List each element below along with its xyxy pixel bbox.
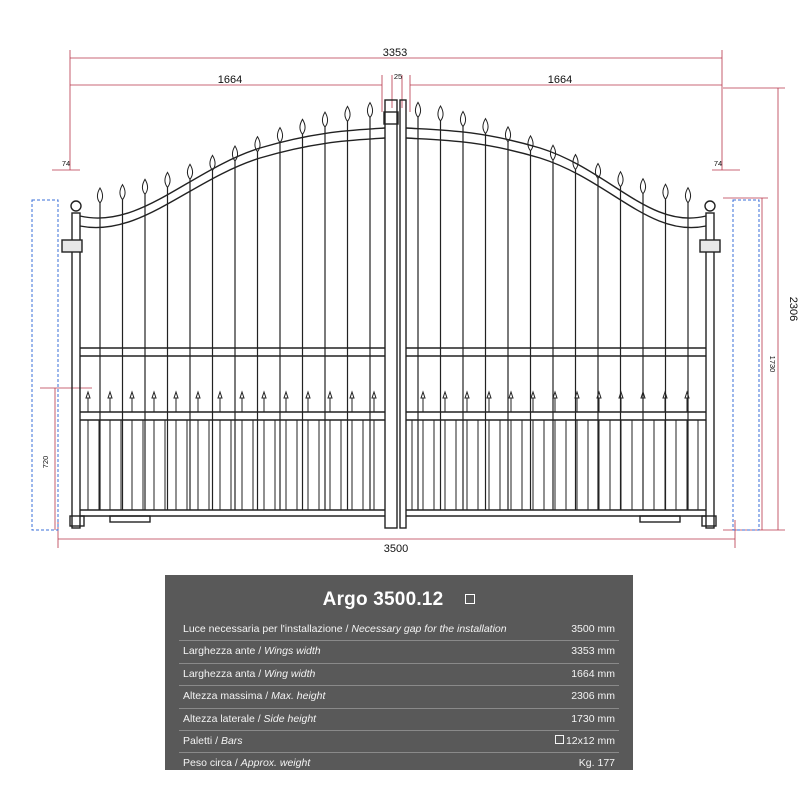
short-bar-finial: [196, 392, 200, 398]
short-bar-finial: [174, 392, 178, 398]
dim-center-gap: 25: [393, 72, 403, 81]
short-bar-finial: [240, 392, 244, 398]
short-bar-finial: [465, 392, 469, 398]
short-bar-finial: [262, 392, 266, 398]
spec-row: [179, 731, 619, 753]
square-icon: [465, 594, 475, 604]
spec-row-value: 12x12 mm: [555, 731, 615, 752]
spec-row-value: 1664 mm: [571, 667, 615, 680]
short-bar-finial: [152, 392, 156, 398]
spear-finial: [483, 119, 488, 134]
dim-max-height: 2306: [787, 296, 799, 322]
wall-posts: [32, 200, 759, 530]
short-bars: [86, 392, 698, 510]
spear-finial: [277, 128, 282, 143]
spec-panel: [165, 575, 633, 770]
spec-row: [179, 641, 619, 663]
dim-right-wing: 1664: [547, 74, 573, 86]
short-bar-finial: [108, 392, 112, 398]
short-bar-finial: [509, 392, 513, 398]
spear-finial: [618, 172, 623, 187]
spear-finial: [367, 103, 372, 118]
spear-finial: [210, 155, 215, 170]
spear-finial: [300, 119, 305, 134]
spec-row-label: Paletti / Bars: [183, 734, 243, 747]
dim-post-left: 74: [61, 159, 71, 168]
spear-finial: [460, 112, 465, 127]
short-bar-finial: [328, 392, 332, 398]
spec-table: [179, 619, 619, 775]
spear-finial: [97, 188, 102, 203]
spec-row-value: 1730 mm: [571, 712, 615, 725]
short-bar-finial: [130, 392, 134, 398]
spec-row-label: Larghezza ante / Wings width: [183, 645, 321, 658]
spec-title-text: Argo 3500.12: [322, 589, 444, 610]
short-bar-finial: [421, 392, 425, 398]
spec-row: [179, 619, 619, 641]
short-bar-finial: [306, 392, 310, 398]
spec-row-value: 2306 mm: [571, 690, 615, 703]
spear-finial: [187, 164, 192, 179]
spear-finial: [685, 188, 690, 203]
spear-finial: [640, 179, 645, 194]
spear-finial: [120, 185, 125, 200]
spear-finial: [232, 146, 237, 161]
spec-row: [179, 686, 619, 708]
spear-finial: [528, 136, 533, 151]
spec-row-label: Altezza laterale / Side height: [183, 712, 317, 725]
short-bar-finial: [350, 392, 354, 398]
short-bar-finial: [218, 392, 222, 398]
spec-row-value: 3500 mm: [571, 623, 615, 635]
spec-row-label: Larghezza anta / Wing width: [183, 667, 316, 680]
dim-total-width: 3353: [382, 47, 408, 59]
dim-gap-width: 3500: [383, 543, 409, 555]
spec-row-value: Kg. 177: [578, 757, 615, 770]
short-bar-finial: [487, 392, 491, 398]
spear-finial: [415, 102, 420, 117]
dim-post-right: 74: [713, 159, 723, 168]
spear-finial: [438, 106, 443, 121]
spear-finial: [142, 179, 147, 194]
dim-left-wing: 1664: [217, 74, 243, 86]
spec-title: [165, 589, 633, 613]
spec-row-label: Altezza massima / Max. height: [183, 690, 326, 703]
dim-side-height: 1730: [768, 355, 777, 373]
spec-row: [179, 709, 619, 731]
short-bar-finial: [372, 392, 376, 398]
square-section-icon: [555, 735, 564, 744]
spec-row: [179, 753, 619, 774]
spear-finial: [663, 184, 668, 199]
spec-row-label: Peso circa / Approx. weight: [183, 757, 311, 770]
short-bar-finial: [531, 392, 535, 398]
spear-finial: [345, 106, 350, 121]
spear-finial: [322, 112, 327, 127]
short-bar-finial: [86, 392, 90, 398]
dim-lower-height: 720: [41, 455, 50, 469]
short-bar-finial: [443, 392, 447, 398]
spec-row-value: 3353 mm: [571, 645, 615, 658]
spec-row-label: Luce necessaria per l'installazione / Necessary gap for the installation: [183, 623, 507, 635]
short-bar-finial: [284, 392, 288, 398]
spear-finial: [165, 172, 170, 187]
spec-row: [179, 664, 619, 686]
